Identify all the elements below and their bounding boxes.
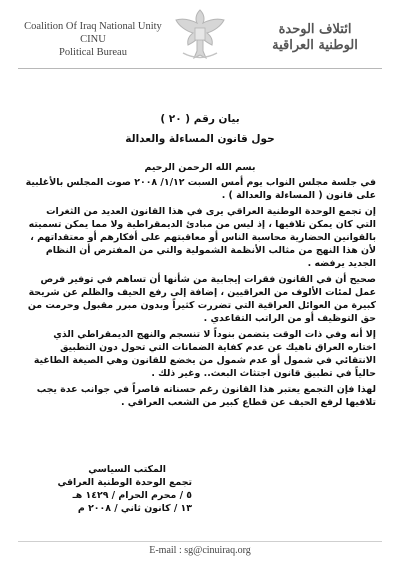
- org-abbreviation: CINU: [80, 34, 106, 45]
- footer-email: E-mail : sg@cinuiraq.org: [149, 545, 251, 556]
- arabic-logo-line-2: الوطنية العراقية: [272, 38, 358, 53]
- statement-title: [0, 112, 400, 147]
- basmala: بسم الله الرحمن الرحيم: [144, 162, 256, 173]
- signature-office: المكتب السياسي: [88, 464, 166, 475]
- letterhead-english: [18, 20, 168, 59]
- paragraph-1: في جلسة مجلس النواب يوم أمس السبت ١/١٢/ ٢٠٠٨ صوت المجلس بالأغلبية على قانون ( المساءلة والعدالة ) .: [25, 177, 376, 201]
- arabic-logo-line-1: ائتلاف الوحدة: [278, 22, 352, 37]
- signature-organization: تجمع الوحدة الوطنية العراقي: [57, 477, 192, 488]
- letterhead: [0, 0, 400, 105]
- eagle-emblem-icon: [173, 6, 227, 64]
- signature-block: [22, 463, 192, 515]
- footer-divider: [18, 541, 382, 542]
- org-name-english: Coalition Of Iraq National Unity: [24, 21, 162, 32]
- header-divider: [18, 68, 382, 69]
- letterhead-arabic-logo: [246, 22, 384, 54]
- paragraph-3: صحيح أن في القانون فقرات إيجابية من شأنها أن تساهم في توفير فرص عمل لمئات الألوف من العراقيين ، إضافة إلى رفع الحيف والظلم عن شريحة كبيرة من العوائل العراقية التي تضررت كثيراً وبدون مبرر مقبول وحرمت من حق التوظيف أو من الراتب التقاعدي .: [27, 274, 376, 324]
- signature-gregorian-date: ١٣ / كانون ثاني / ٢٠٠٨ م: [77, 503, 192, 514]
- statement-body: [24, 161, 376, 412]
- paragraph-5: لهذا فإن التجمع يعتبر هذا القانون رغم حسناته قاصراً في جوانب عدة يجب تلافيها لرفع الحيف عن قطاع كبير من الشعب العراقي .: [36, 384, 376, 408]
- paragraph-2: إن تجمع الوحدة الوطنية العراقي يرى في هذا القانون العديد من الثغرات التي كان يمكن تلافيها ، إذ ليس من مبادئ الديمقراطية ولا مما يمكن تسميته بالقوانين الحضارية محاسبة الناس أو معاقبتهم على أفكارهم أو معتقداتهم ، لأن هذا النهج من مثالب الأنظمة الشمولية والتي من المفترض أن النظام الجديد يرفضه .: [28, 206, 376, 269]
- statement-subject: حول قانون المساءلة والعدالة: [125, 133, 275, 145]
- bureau-name-english: Political Bureau: [59, 47, 127, 58]
- statement-number: بيان رقم ( ٢٠ ): [160, 113, 240, 125]
- paragraph-4: إلا أنه وفي ذات الوقت يتضمن بنوداً لا تنسجم والنهج الديمقراطي الذي اختاره العراق ناهيك عن عدم كفاية الضمانات التي تحول دون التطبيق الانتقائي في شمول أو عدم شمول من يخضع للقانون وهي الصيغة الطاغية حالياً في تطبيق قانون اجتثاث البعث.. وغير ذلك .: [33, 329, 376, 379]
- signature-hijri-date: ٥ / محرم الحرام / ١٤٢٩ هـ: [72, 490, 192, 501]
